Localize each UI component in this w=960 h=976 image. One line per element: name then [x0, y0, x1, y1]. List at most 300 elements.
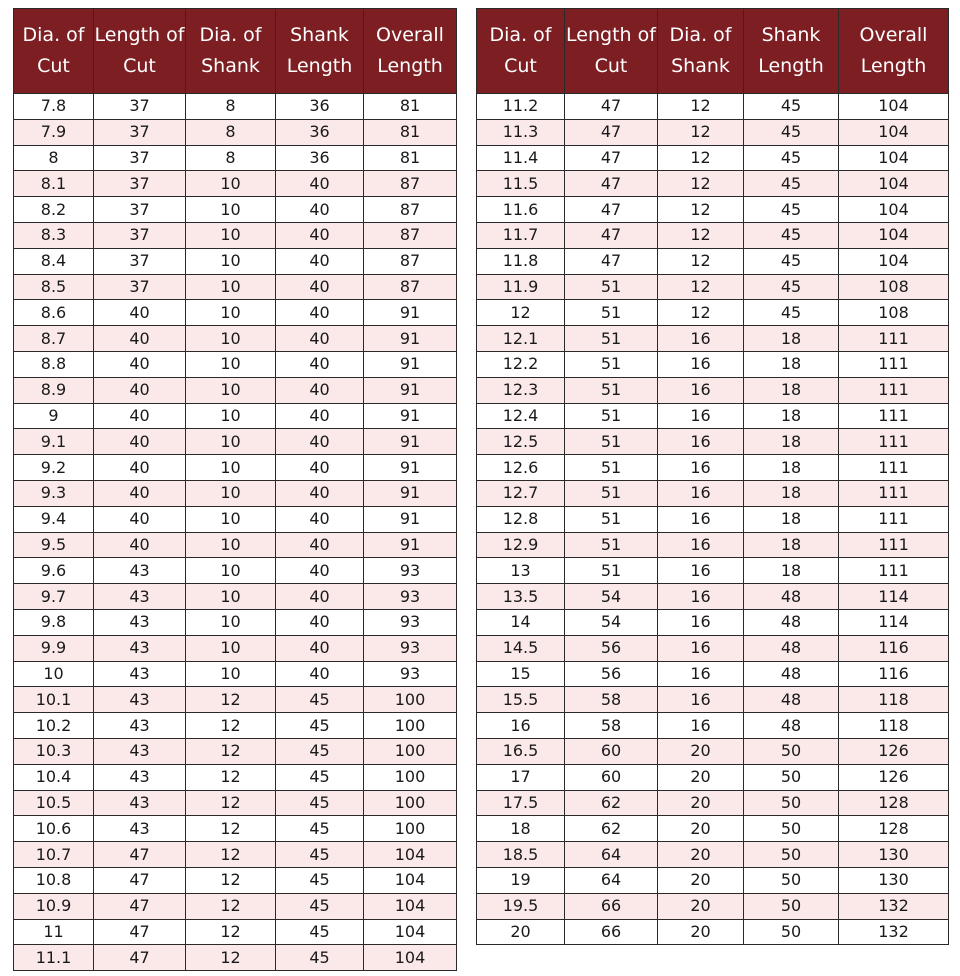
cell-dia-of-shank: 10: [186, 377, 276, 403]
cell-dia-of-cut: 13: [477, 558, 565, 584]
cell-dia-of-shank: 20: [658, 867, 744, 893]
cell-length-of-cut: 47: [94, 893, 186, 919]
cell-dia-of-shank: 10: [186, 197, 276, 223]
cell-overall-length: 81: [364, 94, 457, 120]
cell-shank-length: 45: [276, 867, 364, 893]
cell-shank-length: 40: [276, 480, 364, 506]
cell-shank-length: 45: [744, 300, 839, 326]
cell-shank-length: 45: [276, 790, 364, 816]
cell-shank-length: 40: [276, 609, 364, 635]
cell-dia-of-shank: 16: [658, 584, 744, 610]
table-row: [477, 455, 949, 481]
cell-dia-of-shank: 12: [658, 274, 744, 300]
cell-dia-of-shank: 16: [658, 506, 744, 532]
cell-dia-of-cut: 12.9: [477, 532, 565, 558]
cell-shank-length: 45: [744, 274, 839, 300]
table-row: [14, 506, 457, 532]
cell-overall-length: 111: [839, 326, 949, 352]
cell-overall-length: 128: [839, 816, 949, 842]
cell-shank-length: 45: [744, 222, 839, 248]
table-row: [14, 326, 457, 352]
cell-dia-of-cut: 11.8: [477, 248, 565, 274]
cell-dia-of-shank: 10: [186, 300, 276, 326]
cell-shank-length: 18: [744, 429, 839, 455]
cell-dia-of-shank: 16: [658, 532, 744, 558]
cell-dia-of-shank: 10: [186, 403, 276, 429]
cell-length-of-cut: 60: [565, 738, 658, 764]
empty-cell: [565, 945, 658, 970]
table-row: [14, 713, 457, 739]
cell-length-of-cut: 40: [94, 506, 186, 532]
empty-cell: [839, 945, 949, 970]
cell-overall-length: 100: [364, 764, 457, 790]
cell-dia-of-shank: 12: [186, 842, 276, 868]
cell-dia-of-shank: 12: [658, 248, 744, 274]
cell-dia-of-shank: 20: [658, 738, 744, 764]
cell-dia-of-cut: 9.6: [14, 558, 94, 584]
cell-length-of-cut: 62: [565, 816, 658, 842]
cell-overall-length: 114: [839, 584, 949, 610]
cell-shank-length: 45: [276, 945, 364, 971]
header-dia-of-cut: Dia. of Cut: [14, 9, 94, 94]
cell-overall-length: 104: [839, 94, 949, 120]
cell-dia-of-cut: 10: [14, 661, 94, 687]
cell-length-of-cut: 43: [94, 661, 186, 687]
cell-length-of-cut: 40: [94, 326, 186, 352]
cell-overall-length: 91: [364, 532, 457, 558]
cell-dia-of-cut: 11.6: [477, 197, 565, 223]
cell-dia-of-shank: 12: [186, 738, 276, 764]
cell-shank-length: 40: [276, 558, 364, 584]
cell-length-of-cut: 43: [94, 687, 186, 713]
cell-length-of-cut: 37: [94, 94, 186, 120]
cell-dia-of-shank: 10: [186, 506, 276, 532]
cell-overall-length: 114: [839, 609, 949, 635]
cell-dia-of-shank: 10: [186, 558, 276, 584]
cell-length-of-cut: 47: [565, 119, 658, 145]
table-row: [477, 94, 949, 120]
header-overall-length: Overall Length: [839, 9, 949, 94]
cell-shank-length: 40: [276, 661, 364, 687]
cell-overall-length: 100: [364, 713, 457, 739]
cell-shank-length: 45: [744, 197, 839, 223]
cell-dia-of-shank: 16: [658, 661, 744, 687]
cell-dia-of-cut: 9.4: [14, 506, 94, 532]
cell-overall-length: 108: [839, 300, 949, 326]
table-row: [477, 945, 949, 970]
cell-length-of-cut: 43: [94, 816, 186, 842]
cell-overall-length: 93: [364, 609, 457, 635]
table-row: [14, 94, 457, 120]
cell-dia-of-shank: 12: [658, 119, 744, 145]
table-row: [14, 455, 457, 481]
cell-length-of-cut: 51: [565, 274, 658, 300]
cell-dia-of-cut: 15: [477, 661, 565, 687]
table-row: [477, 119, 949, 145]
cell-dia-of-shank: 12: [186, 919, 276, 945]
cell-dia-of-shank: 16: [658, 351, 744, 377]
cell-shank-length: 45: [276, 738, 364, 764]
cell-dia-of-cut: 12.4: [477, 403, 565, 429]
table-row: [14, 429, 457, 455]
table-row: [477, 867, 949, 893]
cell-overall-length: 100: [364, 790, 457, 816]
cell-overall-length: 91: [364, 480, 457, 506]
cell-dia-of-shank: 10: [186, 480, 276, 506]
cell-overall-length: 130: [839, 842, 949, 868]
cell-dia-of-cut: 16.5: [477, 738, 565, 764]
cell-length-of-cut: 51: [565, 558, 658, 584]
cell-shank-length: 45: [276, 764, 364, 790]
cell-overall-length: 91: [364, 506, 457, 532]
cell-overall-length: 104: [364, 945, 457, 971]
cell-dia-of-shank: 12: [186, 713, 276, 739]
cell-shank-length: 45: [276, 919, 364, 945]
cell-dia-of-cut: 12.2: [477, 351, 565, 377]
cell-length-of-cut: 43: [94, 635, 186, 661]
table-row: [477, 300, 949, 326]
cell-overall-length: 111: [839, 506, 949, 532]
table-row: [477, 558, 949, 584]
cell-length-of-cut: 37: [94, 145, 186, 171]
cell-dia-of-shank: 12: [658, 145, 744, 171]
empty-cell: [744, 945, 839, 970]
cell-dia-of-cut: 10.6: [14, 816, 94, 842]
cell-length-of-cut: 43: [94, 738, 186, 764]
cell-overall-length: 111: [839, 558, 949, 584]
table-row: [14, 687, 457, 713]
cell-dia-of-shank: 16: [658, 377, 744, 403]
cell-dia-of-cut: 11.7: [477, 222, 565, 248]
cell-dia-of-shank: 16: [658, 326, 744, 352]
cell-overall-length: 91: [364, 326, 457, 352]
cell-dia-of-cut: 8.1: [14, 171, 94, 197]
header-shank-length: Shank Length: [744, 9, 839, 94]
table-row: [14, 558, 457, 584]
left-spec-table: [13, 8, 457, 971]
table-row: [14, 197, 457, 223]
cell-dia-of-shank: 10: [186, 274, 276, 300]
cell-overall-length: 104: [364, 893, 457, 919]
cell-overall-length: 100: [364, 738, 457, 764]
table-row: [477, 713, 949, 739]
table-row: [14, 893, 457, 919]
cell-dia-of-cut: 15.5: [477, 687, 565, 713]
left-table-body: [14, 94, 457, 971]
table-row: [14, 790, 457, 816]
cell-dia-of-cut: 16: [477, 713, 565, 739]
cell-length-of-cut: 47: [565, 94, 658, 120]
cell-overall-length: 91: [364, 403, 457, 429]
cell-overall-length: 116: [839, 635, 949, 661]
table-row: [477, 687, 949, 713]
cell-dia-of-cut: 14: [477, 609, 565, 635]
cell-dia-of-shank: 20: [658, 893, 744, 919]
cell-dia-of-cut: 11.9: [477, 274, 565, 300]
cell-length-of-cut: 54: [565, 609, 658, 635]
cell-overall-length: 111: [839, 429, 949, 455]
cell-overall-length: 126: [839, 764, 949, 790]
cell-dia-of-shank: 16: [658, 713, 744, 739]
cell-length-of-cut: 51: [565, 326, 658, 352]
cell-shank-length: 45: [276, 687, 364, 713]
cell-shank-length: 50: [744, 919, 839, 945]
table-row: [14, 738, 457, 764]
cell-length-of-cut: 37: [94, 248, 186, 274]
cell-dia-of-cut: 8.5: [14, 274, 94, 300]
cell-length-of-cut: 40: [94, 532, 186, 558]
cell-dia-of-cut: 9.8: [14, 609, 94, 635]
table-row: [477, 842, 949, 868]
cell-overall-length: 91: [364, 377, 457, 403]
table-row: [14, 248, 457, 274]
cell-length-of-cut: 43: [94, 764, 186, 790]
table-row: [14, 816, 457, 842]
cell-dia-of-cut: 10.3: [14, 738, 94, 764]
cell-dia-of-shank: 10: [186, 609, 276, 635]
cell-length-of-cut: 40: [94, 377, 186, 403]
header-overall-length: Overall Length: [364, 9, 457, 94]
cell-dia-of-cut: 18.5: [477, 842, 565, 868]
cell-length-of-cut: 51: [565, 480, 658, 506]
cell-dia-of-cut: 10.2: [14, 713, 94, 739]
table-row: [477, 764, 949, 790]
table-row: [14, 480, 457, 506]
table-row: [14, 300, 457, 326]
cell-dia-of-cut: 14.5: [477, 635, 565, 661]
cell-length-of-cut: 47: [94, 842, 186, 868]
cell-shank-length: 50: [744, 738, 839, 764]
header-shank-length: Shank Length: [276, 9, 364, 94]
cell-shank-length: 48: [744, 661, 839, 687]
cell-overall-length: 91: [364, 455, 457, 481]
cell-overall-length: 126: [839, 738, 949, 764]
cell-dia-of-cut: 18: [477, 816, 565, 842]
cell-overall-length: 104: [364, 842, 457, 868]
cell-overall-length: 91: [364, 300, 457, 326]
table-row: [14, 764, 457, 790]
cell-length-of-cut: 47: [94, 867, 186, 893]
cell-shank-length: 50: [744, 867, 839, 893]
cell-length-of-cut: 43: [94, 790, 186, 816]
cell-length-of-cut: 47: [94, 919, 186, 945]
cell-shank-length: 40: [276, 635, 364, 661]
cell-shank-length: 50: [744, 764, 839, 790]
table-row: [477, 532, 949, 558]
cell-shank-length: 36: [276, 119, 364, 145]
header-row: [477, 9, 949, 94]
cell-length-of-cut: 37: [94, 222, 186, 248]
cell-shank-length: 18: [744, 326, 839, 352]
cell-dia-of-cut: 11.2: [477, 94, 565, 120]
cell-shank-length: 45: [276, 713, 364, 739]
cell-overall-length: 108: [839, 274, 949, 300]
cell-shank-length: 40: [276, 584, 364, 610]
cell-length-of-cut: 37: [94, 274, 186, 300]
cell-overall-length: 118: [839, 687, 949, 713]
cell-shank-length: 48: [744, 687, 839, 713]
cell-dia-of-cut: 12: [477, 300, 565, 326]
cell-shank-length: 45: [744, 171, 839, 197]
table-row: [477, 506, 949, 532]
table-row: [477, 816, 949, 842]
cell-dia-of-cut: 8.7: [14, 326, 94, 352]
cell-dia-of-cut: 17: [477, 764, 565, 790]
cell-dia-of-cut: 12.3: [477, 377, 565, 403]
table-row: [477, 635, 949, 661]
cell-shank-length: 18: [744, 351, 839, 377]
cell-length-of-cut: 51: [565, 429, 658, 455]
cell-dia-of-shank: 12: [186, 687, 276, 713]
cell-dia-of-cut: 12.1: [477, 326, 565, 352]
cell-dia-of-shank: 16: [658, 687, 744, 713]
empty-cell: [658, 945, 744, 970]
cell-dia-of-cut: 8.2: [14, 197, 94, 223]
cell-dia-of-shank: 8: [186, 145, 276, 171]
cell-dia-of-shank: 10: [186, 635, 276, 661]
cell-length-of-cut: 37: [94, 197, 186, 223]
cell-shank-length: 18: [744, 532, 839, 558]
table-row: [477, 248, 949, 274]
cell-overall-length: 111: [839, 351, 949, 377]
cell-dia-of-shank: 10: [186, 584, 276, 610]
cell-overall-length: 104: [839, 171, 949, 197]
cell-length-of-cut: 58: [565, 687, 658, 713]
cell-dia-of-shank: 8: [186, 119, 276, 145]
cell-dia-of-shank: 20: [658, 790, 744, 816]
cell-overall-length: 132: [839, 919, 949, 945]
cell-shank-length: 40: [276, 222, 364, 248]
cell-dia-of-shank: 10: [186, 429, 276, 455]
table-row: [477, 377, 949, 403]
cell-dia-of-shank: 12: [186, 816, 276, 842]
cell-shank-length: 40: [276, 351, 364, 377]
cell-dia-of-cut: 9.3: [14, 480, 94, 506]
cell-dia-of-cut: 10.4: [14, 764, 94, 790]
cell-length-of-cut: 62: [565, 790, 658, 816]
cell-dia-of-cut: 19: [477, 867, 565, 893]
cell-dia-of-cut: 19.5: [477, 893, 565, 919]
cell-shank-length: 45: [744, 248, 839, 274]
table-row: [14, 919, 457, 945]
cell-length-of-cut: 51: [565, 351, 658, 377]
cell-overall-length: 111: [839, 455, 949, 481]
cell-dia-of-cut: 8.8: [14, 351, 94, 377]
table-row: [477, 326, 949, 352]
cell-shank-length: 45: [744, 94, 839, 120]
cell-overall-length: 93: [364, 558, 457, 584]
table-row: [14, 635, 457, 661]
right-table-body: [477, 94, 949, 971]
table-row: [14, 119, 457, 145]
cell-shank-length: 50: [744, 790, 839, 816]
header-length-of-cut: Length of Cut: [565, 9, 658, 94]
cell-shank-length: 45: [276, 816, 364, 842]
cell-dia-of-cut: 8.6: [14, 300, 94, 326]
cell-length-of-cut: 37: [94, 119, 186, 145]
cell-dia-of-shank: 16: [658, 558, 744, 584]
cell-overall-length: 91: [364, 351, 457, 377]
cell-length-of-cut: 43: [94, 713, 186, 739]
cell-shank-length: 40: [276, 403, 364, 429]
cell-shank-length: 40: [276, 300, 364, 326]
cell-shank-length: 18: [744, 480, 839, 506]
cell-dia-of-shank: 16: [658, 480, 744, 506]
cell-overall-length: 81: [364, 119, 457, 145]
cell-dia-of-shank: 10: [186, 222, 276, 248]
cell-length-of-cut: 51: [565, 506, 658, 532]
cell-length-of-cut: 40: [94, 403, 186, 429]
cell-overall-length: 100: [364, 816, 457, 842]
cell-length-of-cut: 40: [94, 351, 186, 377]
cell-length-of-cut: 43: [94, 609, 186, 635]
empty-cell: [477, 945, 565, 970]
cell-dia-of-shank: 12: [186, 893, 276, 919]
cell-length-of-cut: 40: [94, 429, 186, 455]
table-row: [14, 145, 457, 171]
cell-overall-length: 104: [839, 248, 949, 274]
cell-overall-length: 93: [364, 635, 457, 661]
cell-length-of-cut: 37: [94, 171, 186, 197]
cell-overall-length: 87: [364, 197, 457, 223]
table-row: [14, 351, 457, 377]
cell-dia-of-shank: 16: [658, 429, 744, 455]
cell-length-of-cut: 40: [94, 455, 186, 481]
table-row: [477, 403, 949, 429]
table-row: [477, 738, 949, 764]
cell-dia-of-shank: 10: [186, 532, 276, 558]
table-row: [477, 171, 949, 197]
table-row: [477, 661, 949, 687]
cell-dia-of-cut: 9: [14, 403, 94, 429]
cell-overall-length: 93: [364, 584, 457, 610]
cell-dia-of-cut: 11: [14, 919, 94, 945]
table-row: [14, 584, 457, 610]
cell-shank-length: 50: [744, 893, 839, 919]
cell-dia-of-shank: 12: [658, 171, 744, 197]
table-row: [14, 222, 457, 248]
cell-overall-length: 111: [839, 403, 949, 429]
cell-dia-of-shank: 16: [658, 635, 744, 661]
cell-shank-length: 40: [276, 377, 364, 403]
cell-shank-length: 50: [744, 816, 839, 842]
cell-length-of-cut: 56: [565, 661, 658, 687]
cell-length-of-cut: 51: [565, 300, 658, 326]
cell-dia-of-cut: 7.9: [14, 119, 94, 145]
cell-dia-of-cut: 11.1: [14, 945, 94, 971]
cell-dia-of-cut: 20: [477, 919, 565, 945]
cell-dia-of-shank: 16: [658, 609, 744, 635]
cell-length-of-cut: 64: [565, 842, 658, 868]
cell-shank-length: 40: [276, 326, 364, 352]
cell-dia-of-shank: 12: [658, 300, 744, 326]
cell-dia-of-shank: 20: [658, 816, 744, 842]
cell-dia-of-shank: 16: [658, 455, 744, 481]
table-row: [14, 842, 457, 868]
cell-shank-length: 40: [276, 455, 364, 481]
cell-dia-of-cut: 8.4: [14, 248, 94, 274]
cell-overall-length: 130: [839, 867, 949, 893]
cell-overall-length: 118: [839, 713, 949, 739]
cell-dia-of-cut: 10.5: [14, 790, 94, 816]
cell-dia-of-shank: 12: [186, 790, 276, 816]
cell-dia-of-cut: 10.8: [14, 867, 94, 893]
cell-shank-length: 48: [744, 609, 839, 635]
cell-dia-of-shank: 20: [658, 919, 744, 945]
cell-dia-of-cut: 9.5: [14, 532, 94, 558]
table-row: [14, 377, 457, 403]
cell-length-of-cut: 51: [565, 403, 658, 429]
